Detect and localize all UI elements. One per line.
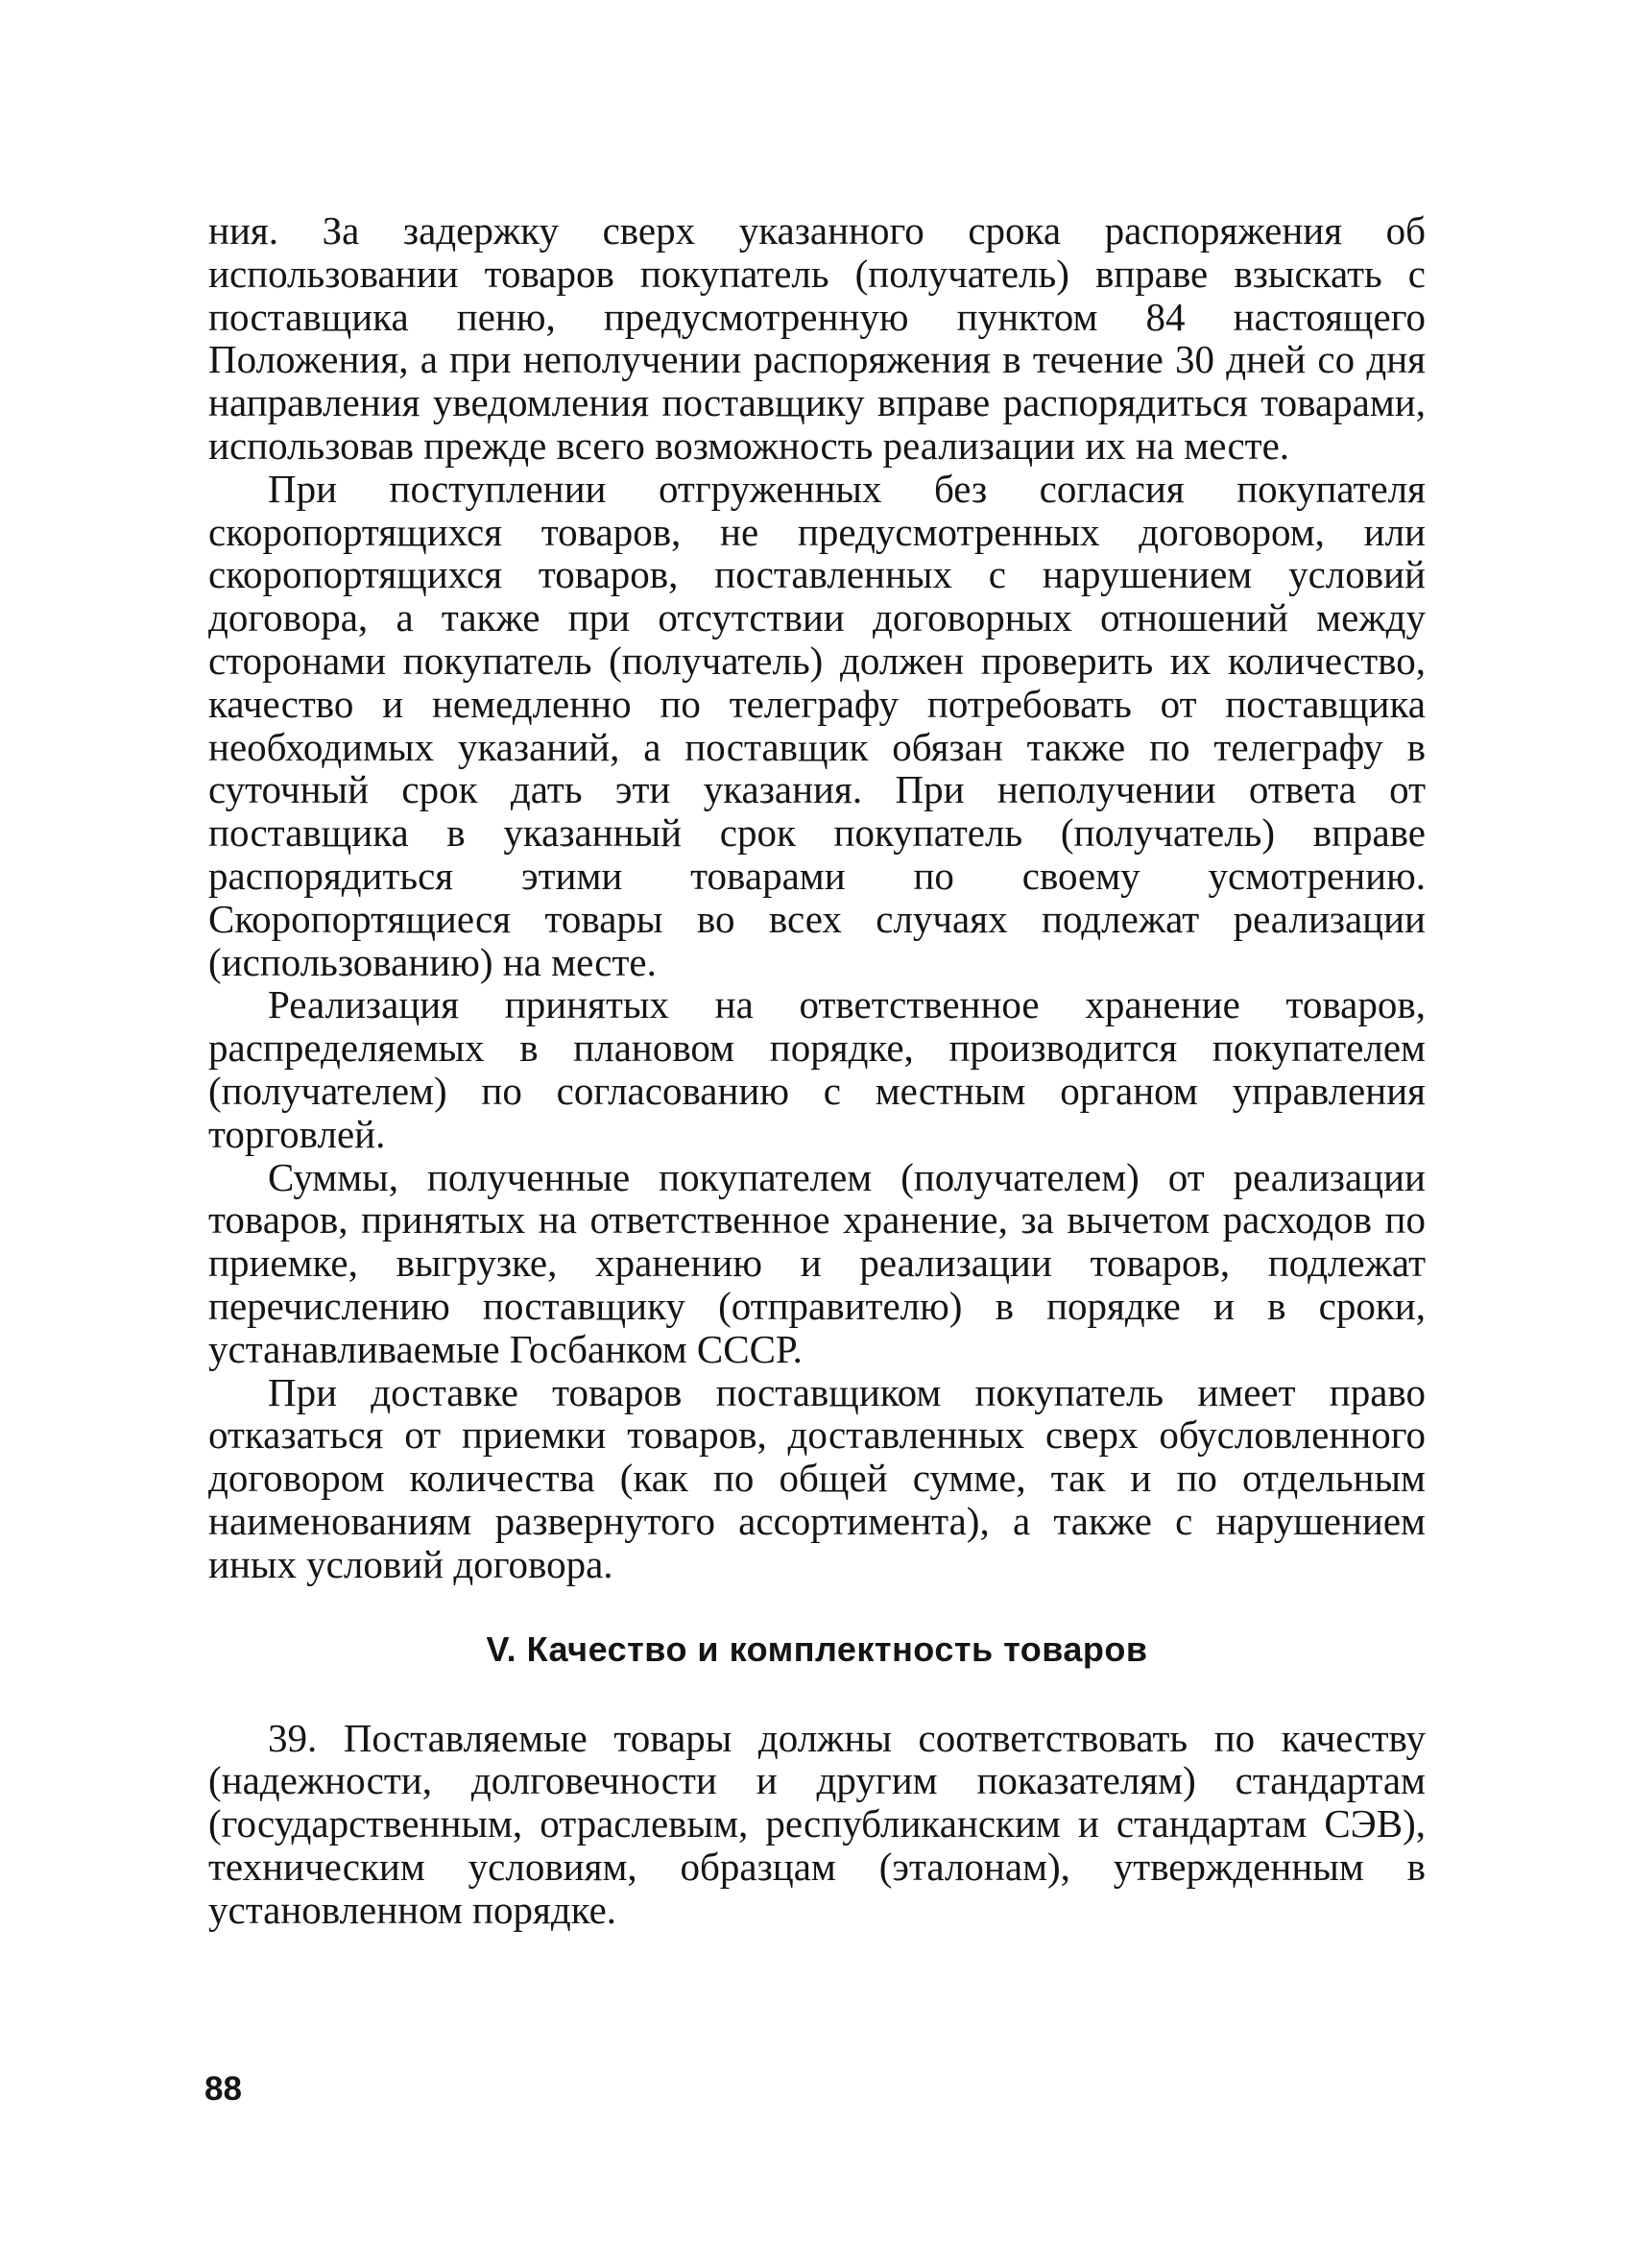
paragraph-proceeds: Суммы, полученные покупателем (получателем) от реализации товаров, принятых на ответственное хранение, за вычетом расходов по приемке, выгрузке, хранению и реализации товаров, подлежат перечислению поставщику (отправителю) в порядке и в сроки, устанавливаемые Госбанком СССР. (208, 1154, 1426, 1371)
paragraph-clause-39: 39. Поставляемые товары должны соответствовать по качеству (надежности, долговечности и другим показателям) стандартам (государственным, отраслевым, республиканским и стандартам СЭВ), техническим условиям, образцам (эталонам), утвержденным в установленном порядке. (208, 1715, 1426, 1932)
paragraph-refusal-right: При доставке товаров поставщиком покупатель имеет право отказаться от приемки товаров, доставленных сверх обусловленного договором количества (как по общей сумме, так и по отдельным наименованиям развернутого ассортимента), а также с нарушением иных условий договора. (208, 1369, 1426, 1586)
page-number: 88 (204, 2070, 242, 2108)
paragraph-sale-of-goods: Реализация принятых на ответственное хранение товаров, распределяемых в плановом порядке, производится покупателем (получателем) по согласованию с местным органом управления торговлей. (208, 982, 1426, 1156)
paragraph-continuation: ния. За задержку сверх указанного срока распоряжения об использовании товаров покупатель (получатель) вправе взыскать с поставщика пеню, предусмотренную пунктом 84 настоящего Положения, а при неполучении распоряжения в течение 30 дней со дня направления уведомления поставщику вправе распорядиться товарами, использовав прежде всего возможность реализации их на месте. (208, 208, 1426, 468)
section-heading: V. Качество и комплектность товаров (486, 1629, 1148, 1669)
text-column (208, 209, 1426, 1931)
paragraph-perishable-goods: При поступлении отгруженных без согласия покупателя скоропортящихся товаров, не предусмотренных договором, или скоропортящихся товаров, поставленных с нарушением условий договора, а также при отсутствии договорных отношений между сторонами покупатель (получатель) должен проверить их количество, качество и немедленно по телеграфу потребовать от поставщика необходимых указаний, а поставщик обязан также по телеграфу в суточный срок дать эти указания. При неполучении ответа от поставщика в указанный срок покупатель (получатель) вправе распорядиться этими товарами по своему усмотрению. Скоропортящиеся товары во всех случаях подлежат реализации (использованию) на месте. (208, 466, 1426, 984)
